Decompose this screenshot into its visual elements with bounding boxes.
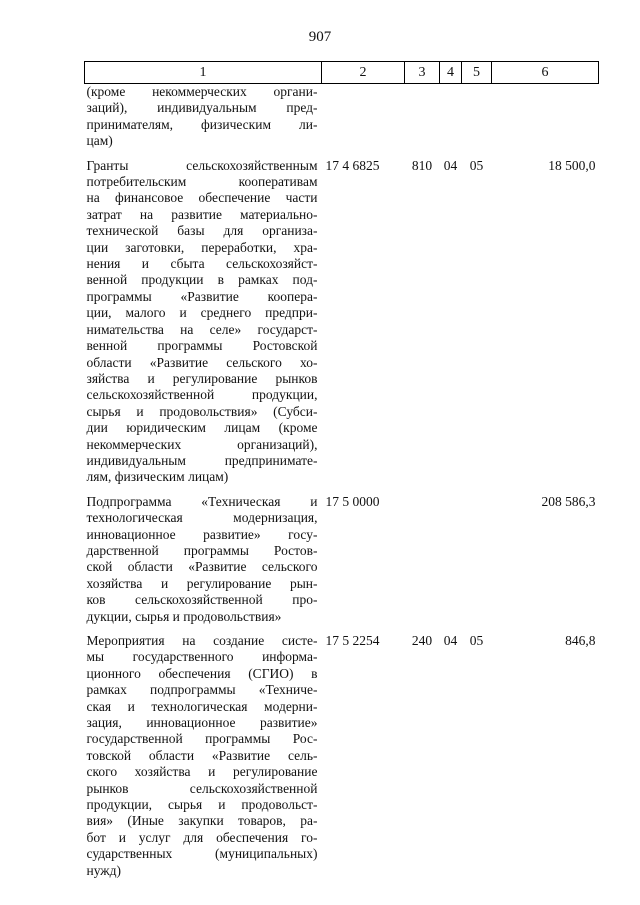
header-col-4: 4	[440, 62, 462, 84]
amount-cell: 846,8	[565, 633, 596, 648]
row-description	[85, 494, 322, 625]
description-line: заций), индивидуальным пред-	[86, 100, 318, 116]
description-line: ков сельскохозяйственной про-	[86, 592, 318, 608]
description-line: Гранты сельскохозяйственным	[86, 157, 318, 173]
description-line: государственной программы Рос-	[86, 731, 318, 747]
description-line: нения и сбыта сельскохозяйст-	[86, 256, 318, 272]
subsection-cell: 05	[469, 157, 484, 173]
header-col-1: 1	[85, 62, 322, 84]
row-description	[85, 633, 322, 879]
description-line: инновационное развитие» госу-	[86, 526, 318, 542]
description-line: дукции, сырья и продовольствия»	[86, 608, 282, 624]
budget-table	[84, 61, 599, 879]
section-cell	[440, 84, 462, 150]
description-line: Мероприятия на создание систе-	[86, 633, 318, 648]
description-line: мы государственного информа-	[86, 649, 318, 665]
description-line: ская и технологическая модерни-	[86, 698, 318, 714]
description-line: ции, малого и среднего предпри-	[86, 305, 318, 321]
expense-type-cell: 240	[411, 633, 433, 648]
description-line: принимателям, физическим ли-	[86, 116, 318, 132]
row-spacer	[85, 625, 599, 633]
description-line: бот и услуг для обеспечения го-	[86, 829, 318, 845]
row-spacer	[85, 150, 599, 158]
description-line: дии юридическим лицам (кроме	[86, 420, 318, 436]
description-line: сельскохозяйственной продукции,	[86, 387, 318, 403]
expense-type-cell	[405, 84, 440, 150]
section-cell: 04	[443, 157, 458, 173]
description-line: рынков сельскохозяйственной	[86, 780, 318, 796]
table-row	[85, 633, 599, 879]
amount-cell	[492, 84, 599, 150]
target-code-cell	[322, 84, 405, 150]
amount-cell: 208 586,3	[541, 493, 596, 509]
header-row	[85, 62, 599, 84]
description-line: ской области «Развитие сельского	[86, 559, 318, 575]
description-line: технической базы для организа-	[86, 223, 318, 239]
description-line: вия» (Иные закупки товаров, ра-	[86, 813, 318, 829]
subsection-cell: 05	[469, 633, 484, 648]
description-line: лям, физическим лицам)	[86, 469, 229, 485]
section-cell: 04	[443, 633, 458, 648]
description-line: программы «Развитие коопера-	[86, 288, 318, 304]
description-line: хозяйства и регулирование рын-	[86, 575, 318, 591]
row-description	[85, 84, 322, 150]
amount-cell: 18 500,0	[548, 157, 596, 173]
expense-type-cell	[405, 494, 440, 625]
subsection-cell	[462, 84, 492, 150]
description-line: нужд)	[86, 862, 121, 878]
description-line: ционного обеспечения (СГИО) в	[86, 665, 318, 681]
description-line: (кроме некоммерческих органи-	[86, 84, 318, 99]
description-line: цам)	[86, 133, 113, 149]
subsection-cell	[462, 494, 492, 625]
description-line: потребительским кооперативам	[86, 174, 318, 190]
description-line: ского хозяйства и регулирование	[86, 764, 318, 780]
description-line: сударственных (муниципальных)	[86, 846, 318, 862]
expense-type-cell: 810	[411, 157, 433, 173]
header-col-5: 5	[462, 62, 492, 84]
description-line: венной программы Ростовской	[86, 338, 318, 354]
description-line: зация, инновационное развитие»	[86, 715, 318, 731]
description-line: зяйства и регулирование рынков	[86, 370, 318, 386]
description-line: продукции, сырья и продовольст-	[86, 797, 318, 813]
table-row	[85, 84, 599, 150]
description-line: сырья и продовольствия» (Субси-	[86, 403, 318, 419]
table-row	[85, 158, 599, 486]
section-cell	[440, 494, 462, 625]
description-line: некоммерческих организаций),	[86, 436, 318, 452]
description-line: области «Развитие сельского хо-	[86, 354, 318, 370]
header-col-3: 3	[405, 62, 440, 84]
target-code-cell: 17 5 2254	[325, 633, 380, 648]
header-col-2: 2	[322, 62, 405, 84]
page-number: 907	[308, 29, 332, 45]
description-line: на финансовое обеспечение части	[86, 190, 318, 206]
description-line: затрат на развитие материально-	[86, 206, 318, 222]
description-line: ции заготовки, переработки, хра-	[86, 239, 318, 255]
description-line: венной продукции в рамках под-	[86, 272, 318, 288]
description-line: дарственной программы Ростов-	[86, 542, 318, 558]
description-line: рамках подпрограммы «Техниче-	[86, 682, 318, 698]
description-line: индивидуальным предпринимате-	[86, 452, 318, 468]
target-code-cell: 17 4 6825	[325, 157, 380, 173]
table-row	[85, 494, 599, 625]
header-col-6: 6	[492, 62, 599, 84]
description-line: Подпрограмма «Техническая и	[86, 493, 318, 509]
row-spacer	[85, 486, 599, 494]
row-description	[85, 158, 322, 486]
description-line: технологическая модернизация,	[86, 510, 318, 526]
description-line: товской области «Развитие сель-	[86, 747, 318, 763]
target-code-cell: 17 5 0000	[325, 493, 380, 509]
description-line: нимательства на селе» государст-	[86, 321, 318, 337]
